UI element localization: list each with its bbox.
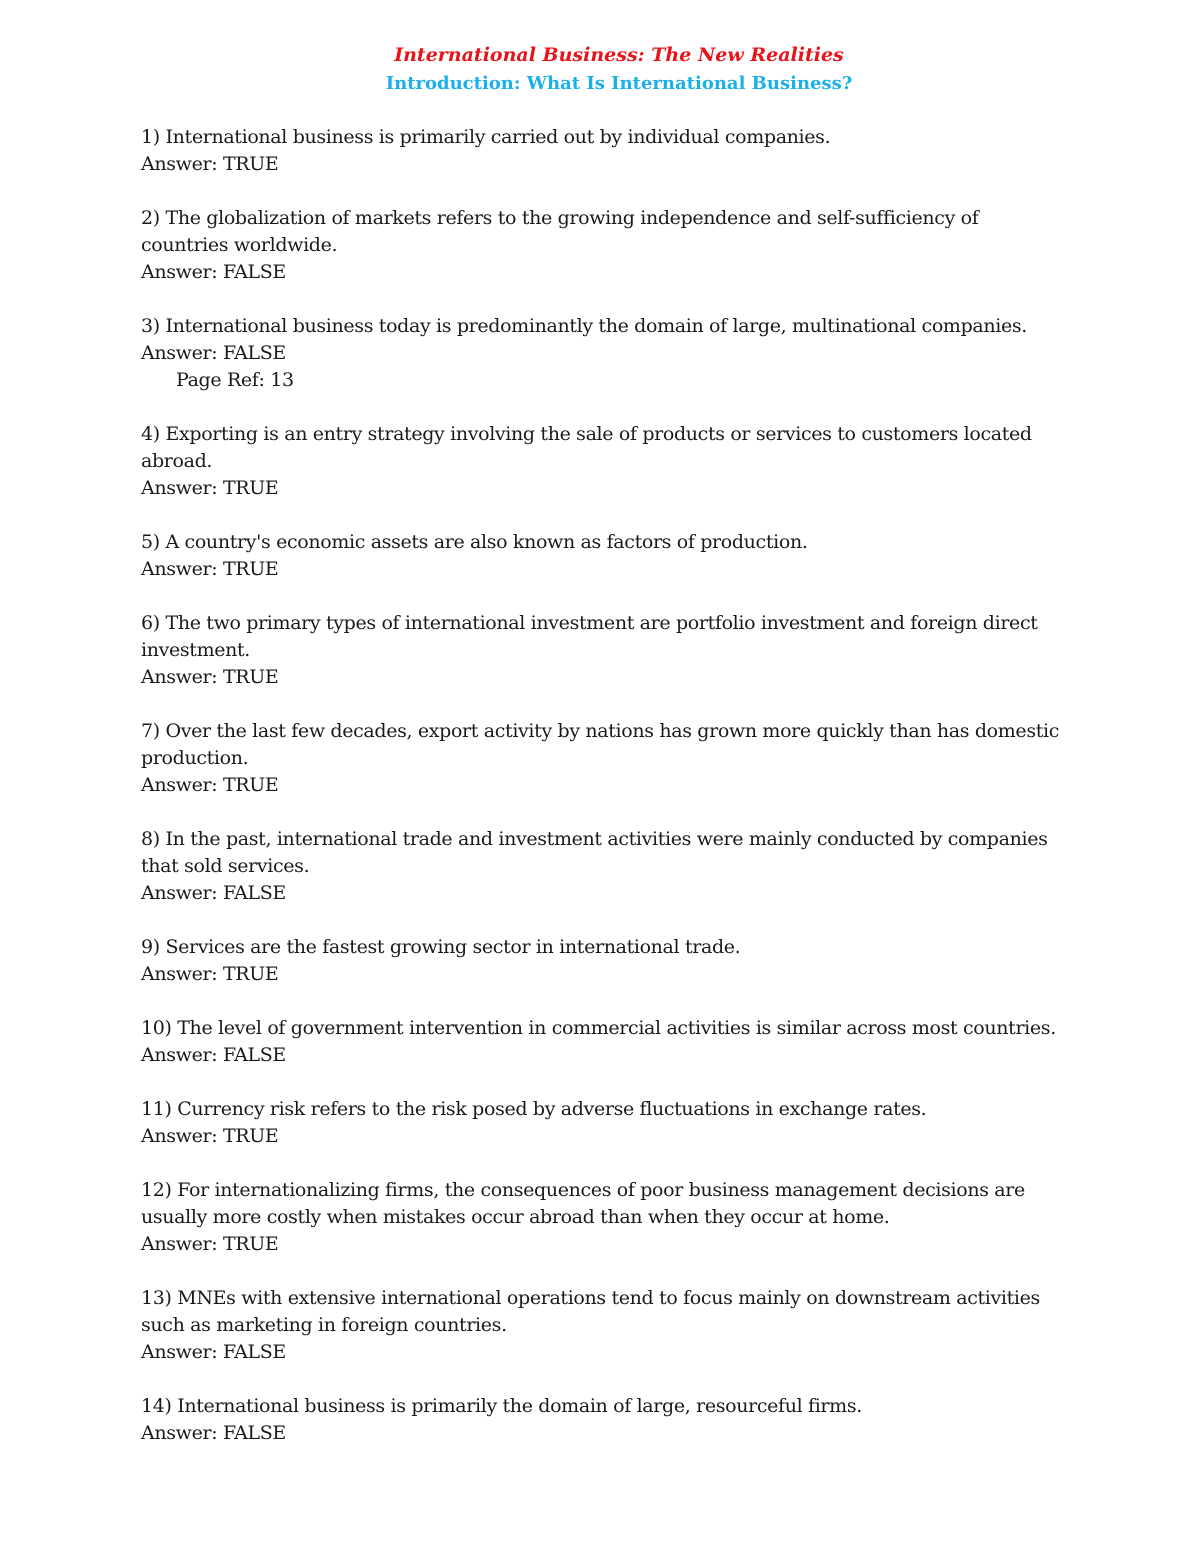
question-item <box>141 205 1061 286</box>
answer-text: Answer: TRUE <box>141 477 279 499</box>
answer-text: Answer: FALSE <box>141 882 286 904</box>
question-text: 3) International business today is predominantly the domain of large, multinational companies. <box>141 315 1027 337</box>
answer-text: Answer: FALSE <box>141 261 286 283</box>
question-text: 6) The two primary types of international investment are portfolio investment and foreign direct investment. <box>141 612 1038 661</box>
answer-text: Answer: FALSE <box>141 1044 286 1066</box>
answer-text: Answer: TRUE <box>141 774 279 796</box>
answer-text: Answer: FALSE <box>141 1341 286 1363</box>
question-item <box>141 313 1061 394</box>
question-text: 5) A country's economic assets are also known as factors of production. <box>141 531 808 553</box>
answer-text: Answer: FALSE <box>141 342 286 364</box>
question-text: 11) Currency risk refers to the risk posed by adverse fluctuations in exchange rates. <box>141 1098 927 1120</box>
answer-text: Answer: TRUE <box>141 963 279 985</box>
document-subtitle: Introduction: What Is International Business? <box>385 73 853 94</box>
question-item <box>141 610 1061 691</box>
question-item <box>141 1015 1061 1069</box>
question-text: 2) The globalization of markets refers to the growing independence and self-sufficiency of countries worldwide. <box>141 207 979 256</box>
question-item <box>141 1177 1061 1258</box>
question-item <box>141 1096 1061 1150</box>
question-text: 10) The level of government intervention in commercial activities is similar across most countries. <box>141 1017 1056 1039</box>
answer-text: Answer: TRUE <box>141 666 279 688</box>
answer-text: Answer: TRUE <box>141 558 279 580</box>
answer-text: Answer: TRUE <box>141 153 279 175</box>
question-item <box>141 421 1061 502</box>
question-item <box>141 718 1061 799</box>
answer-text: Answer: FALSE <box>141 1422 286 1444</box>
question-item <box>141 529 1061 583</box>
document-title: International Business: The New Realities <box>394 44 844 66</box>
question-item <box>141 826 1061 907</box>
document-page <box>141 40 1061 1474</box>
question-list <box>141 124 1061 1447</box>
question-text: 4) Exporting is an entry strategy involving the sale of products or services to customers located abroad. <box>141 423 1032 472</box>
question-text: 7) Over the last few decades, export activity by nations has grown more quickly than has domestic production. <box>141 720 1060 769</box>
question-item <box>141 934 1061 988</box>
question-text: 13) MNEs with extensive international operations tend to focus mainly on downstream activities such as marketing in foreign countries. <box>141 1287 1040 1336</box>
answer-text: Answer: TRUE <box>141 1125 279 1147</box>
question-item <box>141 124 1061 178</box>
document-header <box>141 40 1061 98</box>
question-text: 9) Services are the fastest growing sector in international trade. <box>141 936 741 958</box>
question-text: 8) In the past, international trade and investment activities were mainly conducted by companies that sold services. <box>141 828 1048 877</box>
page-reference: Page Ref: 13 <box>176 369 294 391</box>
question-text: 12) For internationalizing firms, the consequences of poor business management decisions are usually more costly when mistakes occur abroad than when they occur at home. <box>141 1179 1025 1228</box>
question-item <box>141 1393 1061 1447</box>
question-text: 1) International business is primarily carried out by individual companies. <box>141 126 831 148</box>
question-item <box>141 1285 1061 1366</box>
question-text: 14) International business is primarily the domain of large, resourceful firms. <box>141 1395 862 1417</box>
answer-text: Answer: TRUE <box>141 1233 279 1255</box>
